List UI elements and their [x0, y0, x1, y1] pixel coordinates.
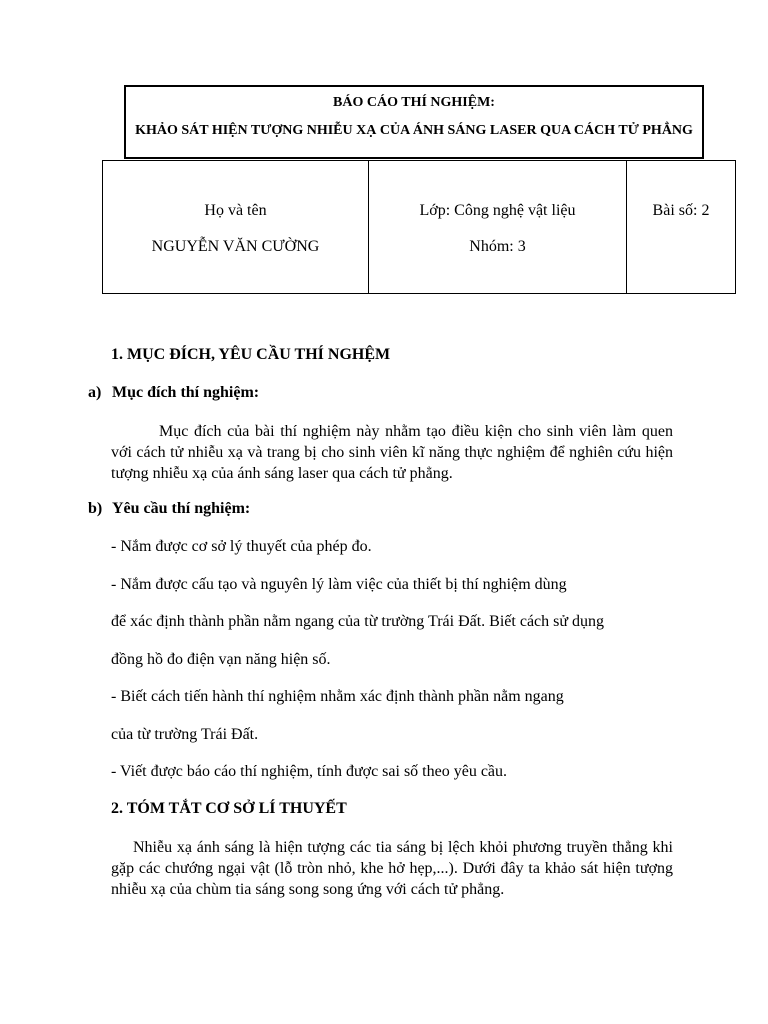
section1-a-title: Mục đích thí nghiệm: [112, 384, 260, 401]
section2-heading: 2. TÓM TẮT CƠ SỞ LÍ THUYẾT [111, 800, 347, 817]
requirement-line: của từ trường Trái Đất. [111, 726, 259, 743]
section1-a-heading [88, 383, 259, 403]
name-label: Họ và tên [204, 202, 267, 219]
requirement-line: đồng hồ đo điện vạn năng hiện số. [111, 651, 331, 668]
section1-b-label: b) [88, 500, 103, 517]
name-cell [103, 161, 368, 293]
section1-heading: 1. MỤC ĐÍCH, YÊU CẦU THÍ NGHỆM [111, 346, 391, 363]
section2-text: Nhiễu xạ ánh sáng là hiện tượng các tia sáng bị lệch khỏi phương truyền thẳng khi gặp các chướng ngại vật (lỗ tròn nhỏ, khe hở hẹp,...). Dưới đây ta khảo sát hiện tượng nhiễu xạ của chùm tia sáng song song ứng với cách tử phẳng. [111, 839, 673, 898]
class-label: Lớp: Công nghệ vật liệu [419, 202, 576, 219]
report-title: BÁO CÁO THÍ NGHIỆM: [333, 95, 495, 110]
requirement-line: - Nắm được cấu tạo và nguyên lý làm việc của thiết bị thí nghiệm dùng [111, 576, 567, 593]
group-label: Nhóm: 3 [469, 238, 526, 255]
section1-a-label: a) [88, 384, 102, 401]
class-cell [368, 161, 626, 293]
requirement-line: - Viết được báo cáo thí nghiệm, tính được sai số theo yêu cầu. [111, 763, 508, 780]
requirement-line: - Biết cách tiến hành thí nghiệm nhằm xác định thành phần nằm ngang [111, 688, 564, 705]
report-subtitle: KHẢO SÁT HIỆN TƯỢNG NHIỄU XẠ CỦA ÁNH SÁNG LASER QUA CÁCH TỬ PHẲNG [135, 123, 693, 138]
requirement-line: để xác định thành phần nằm ngang của từ trường Trái Đất. Biết cách sử dụng [111, 613, 605, 630]
section1-b-heading [88, 499, 250, 519]
section1-a-text: Mục đích của bài thí nghiệm này nhằm tạo điều kiện cho sinh viên làm quen với cách tử nhiễu xạ và trang bị cho sinh viên kĩ năng thực nghiệm để nghiên cứu hiện tượng nhiễu xạ của ánh sáng laser qua cách tử phẳng. [111, 423, 673, 482]
lesson-cell [626, 161, 735, 293]
section1-b-title: Yêu cầu thí nghiệm: [112, 500, 251, 517]
student-info-table [102, 160, 736, 294]
report-title-box [124, 85, 704, 159]
name-value: NGUYỄN VĂN CƯỜNG [151, 238, 320, 255]
requirement-line: - Nắm được cơ sở lý thuyết của phép đo. [111, 538, 372, 555]
lesson-label: Bài số: 2 [652, 202, 710, 219]
